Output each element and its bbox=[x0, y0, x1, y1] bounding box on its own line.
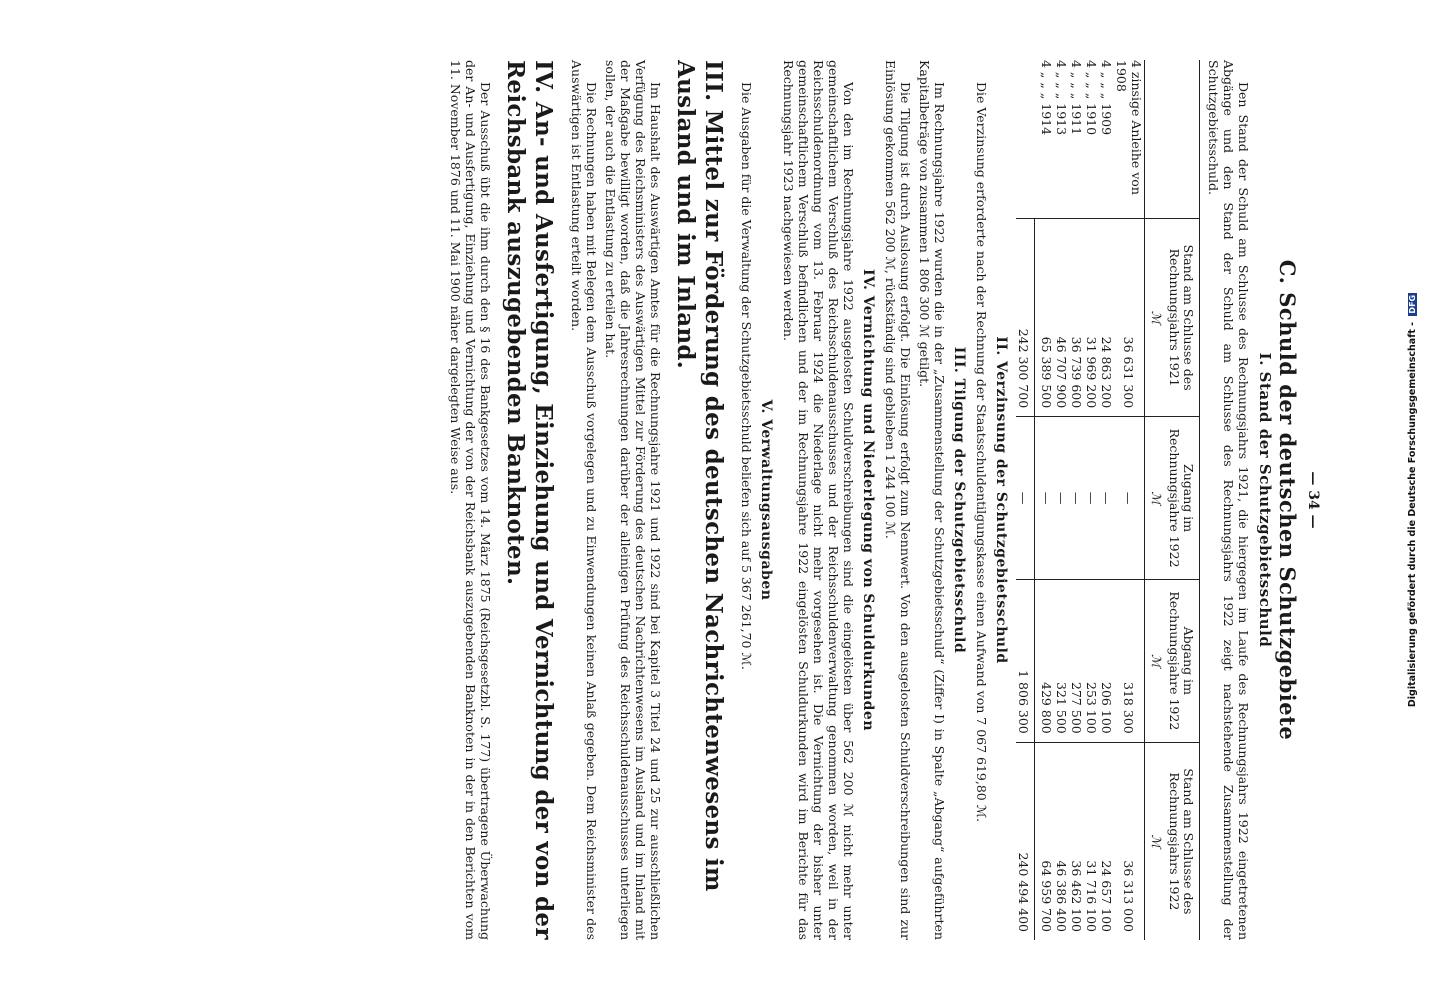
cell: 36 313 000 bbox=[1114, 742, 1145, 940]
digitization-note bbox=[1407, 100, 1421, 900]
cell: — bbox=[1035, 417, 1055, 580]
cell: 36 739 600 bbox=[1069, 219, 1084, 417]
section-5-title: V. Verwaltungsausgaben bbox=[758, 399, 774, 601]
table-row bbox=[1084, 60, 1099, 940]
cell: — bbox=[1099, 417, 1114, 580]
cell: 277 500 bbox=[1069, 579, 1084, 742]
cell: 64 959 700 bbox=[1035, 742, 1055, 940]
total-cell: 1 806 300 bbox=[1016, 579, 1035, 742]
unit-label: ℳ bbox=[1145, 579, 1166, 742]
table-total-row bbox=[1016, 60, 1035, 940]
table-header bbox=[1165, 60, 1200, 219]
table-header: Abgang im Rechnungsjahre 1922 bbox=[1165, 579, 1200, 742]
part-3-text-1: Im Haushalt des Auswärtigen Amtes für die Rechnungsjahre 1921 und 1922 sind bei Kapitel 3 Titel 24 und 25 zur ausschließlichen Verfügung des Reichsministers des Auswärtigen Mittel zur Förderung des deutschen Nachrichtenwesens im Ausland und im Inland mit der Maßgabe bewilligt worden, daß die Jahresrechnungen darüber der alleinigen Prüfung des Reichsschuldenausschusses unterliegen sollen, der auch die Entlastung zu erteilen hat. bbox=[603, 60, 663, 940]
cell: 46 386 400 bbox=[1054, 742, 1069, 940]
section-3-title: III. Tilgung der Schutzgebietsschuld bbox=[951, 346, 967, 654]
loan-label: 4 „ „ „ 1909 bbox=[1099, 60, 1114, 136]
dfg-logo: DFG bbox=[1408, 294, 1417, 314]
table-row bbox=[1035, 60, 1055, 940]
total-cell: 240 494 400 bbox=[1016, 742, 1035, 940]
unit-label: ℳ bbox=[1145, 219, 1166, 417]
main-heading: C. Schuld der deutschen Schutzgebiete bbox=[1275, 259, 1300, 741]
cell: — bbox=[1114, 417, 1145, 580]
cell: — bbox=[1054, 417, 1069, 580]
table-row bbox=[1114, 60, 1145, 940]
total-cell: — bbox=[1016, 417, 1035, 580]
loan-label: 4 zinsige Anleihe von 1908 bbox=[1114, 60, 1144, 195]
part-4-text: Der Ausschuß übt die ihm durch den § 16 des Bankgesetzes vom 14. März 1875 (Reichsgesetzbl. S. 177) übertragene Überwachung der An- und Ausfertigung, Einziehung und Vernichtung der von der Reichsbank auszugebenden Banknoten in der in den Berichten vom 11. November 1876 und 11. Mai 1900 näher dargelegten Weise aus. bbox=[448, 60, 493, 940]
loan-label: 4 „ „ „ 1914 bbox=[1038, 60, 1054, 136]
part-4-title: IV. An- und Ausfertigung, Einziehung und Vernichtung der von der Reichsbank auszugebenden Banknoten. bbox=[502, 60, 557, 940]
page-number: — 34 — bbox=[1305, 471, 1321, 529]
section-4-text: Von den im Rechnungsjahre 1922 ausgelosten Schuldverschreibungen sind die eingelösten über 562 200 ℳ nicht mehr unter gemeinschaftlichem Verschluß des Reichsschuldenausschusses und der Reichsschuldenverwaltung genommen worden, weil in der Reichsschuldenordnung vom 13. Februar 1924 die Niederlage nicht mehr vorgesehen ist. Die Vernichtung der bisher unter gemeinschaftlichem Verschluß befindlichen und der im Rechnungsjahre 1922 eingelösten Schuldurkunden wird im Berichte für das Rechnungsjahr 1923 nachgewiesen werden. bbox=[781, 60, 856, 940]
debt-table bbox=[1016, 60, 1200, 940]
total-cell: 242 300 700 bbox=[1016, 219, 1035, 417]
cell: 253 100 bbox=[1084, 579, 1099, 742]
part-3-text-2: Die Rechnungen haben mit Belegen dem Ausschuß vorgelegen und zu Einwendungen keinen Anlaß gegeben. Dem Reichsminister des Auswärtigen ist Entlastung erteilt worden. bbox=[569, 60, 599, 940]
cell: 318 300 bbox=[1114, 579, 1145, 742]
section-3-text-2: Die Tilgung ist durch Auslosung erfolgt. Die Einlösung erfolgt zum Nennwert. Von den ausgelosten Schuldverschreibungen sind zur Einlösung gekommen 562 200 ℳ, rückständig sind geblieben 1 244 100 ℳ. bbox=[883, 60, 913, 940]
unit-label: ℳ bbox=[1145, 742, 1166, 940]
cell: 65 389 500 bbox=[1035, 219, 1055, 417]
cell: 36 631 300 bbox=[1114, 219, 1145, 417]
rotated-page bbox=[112, 60, 1322, 940]
cell: 429 800 bbox=[1035, 579, 1055, 742]
table-row bbox=[1054, 60, 1069, 940]
section-5-text: Die Ausgaben für die Verwaltung der Schutzgebietsschuld beliefen sich auf 5 367 261,70 ℳ. bbox=[739, 82, 754, 670]
cell: 206 100 bbox=[1099, 579, 1114, 742]
table-row bbox=[1069, 60, 1084, 940]
loan-label: 4 „ „ „ 1913 bbox=[1054, 60, 1069, 136]
table-header: Zugang im Rechnungsjahre 1922 bbox=[1165, 417, 1200, 580]
loan-label: 4 „ „ „ 1911 bbox=[1069, 60, 1084, 136]
table-header: Stand am Schlusse des Rechnungsjahrs 1922 bbox=[1165, 742, 1200, 940]
section-2-title: II. Verzinsung der Schutzgebietsschuld bbox=[993, 336, 1009, 664]
digitization-text: Digitalisierung gefördert durch die Deutsche Forschungsgemeinschaft - bbox=[1407, 321, 1418, 708]
part-3-title: III. Mittel zur Förderung des deutschen Nachrichtenwesens im Ausland und im Inland. bbox=[672, 60, 727, 892]
cell: 46 707 900 bbox=[1054, 219, 1069, 417]
cell: 36 462 100 bbox=[1069, 742, 1084, 940]
cell: — bbox=[1069, 417, 1084, 580]
cell: 24 657 100 bbox=[1099, 742, 1114, 940]
cell: 321 500 bbox=[1054, 579, 1069, 742]
unit-label: ℳ bbox=[1145, 417, 1166, 580]
cell: 31 969 200 bbox=[1084, 219, 1099, 417]
loan-label: 4 „ „ „ 1910 bbox=[1084, 60, 1099, 136]
cell: 24 863 200 bbox=[1099, 219, 1114, 417]
section-1-intro: Den Stand der Schuld am Schlusse des Rechnungsjahrs 1921, die hiergegen im Laufe des Rechnungsjahrs 1922 eingetretenen Abgänge und den Stand der Schuld am Schlusse des Rechnungsjahrs 1922 zeigt nachstehende Zusammenstellung der Schutzgebietsschuld. bbox=[1206, 60, 1251, 940]
section-1-title: I. Stand der Schutzgebietsschuld bbox=[1256, 352, 1274, 648]
section-4-title: IV. Vernichtung und Niederlegung von Schuldurkunden bbox=[860, 268, 876, 732]
cell: 31 716 100 bbox=[1084, 742, 1099, 940]
section-3-text-1: Im Rechnungsjahre 1922 wurden die in der „Zusammenstellung der Schutzgebietsschuld“ (Ziffer I) in Spalte „Abgang“ aufgeführten Kapitalbeträge von zusammen 1 806 300 ℳ getilgt. bbox=[917, 60, 947, 940]
cell: — bbox=[1084, 417, 1099, 580]
table-header: Stand am Schlusse des Rechnungsjahrs 1921 bbox=[1165, 219, 1200, 417]
section-2-text: Die Verzinsung erforderte nach der Rechnung der Staatsschuldentilgungskasse einen Aufwand von 7 067 619,80 ℳ. bbox=[974, 82, 989, 823]
table-row bbox=[1099, 60, 1114, 940]
